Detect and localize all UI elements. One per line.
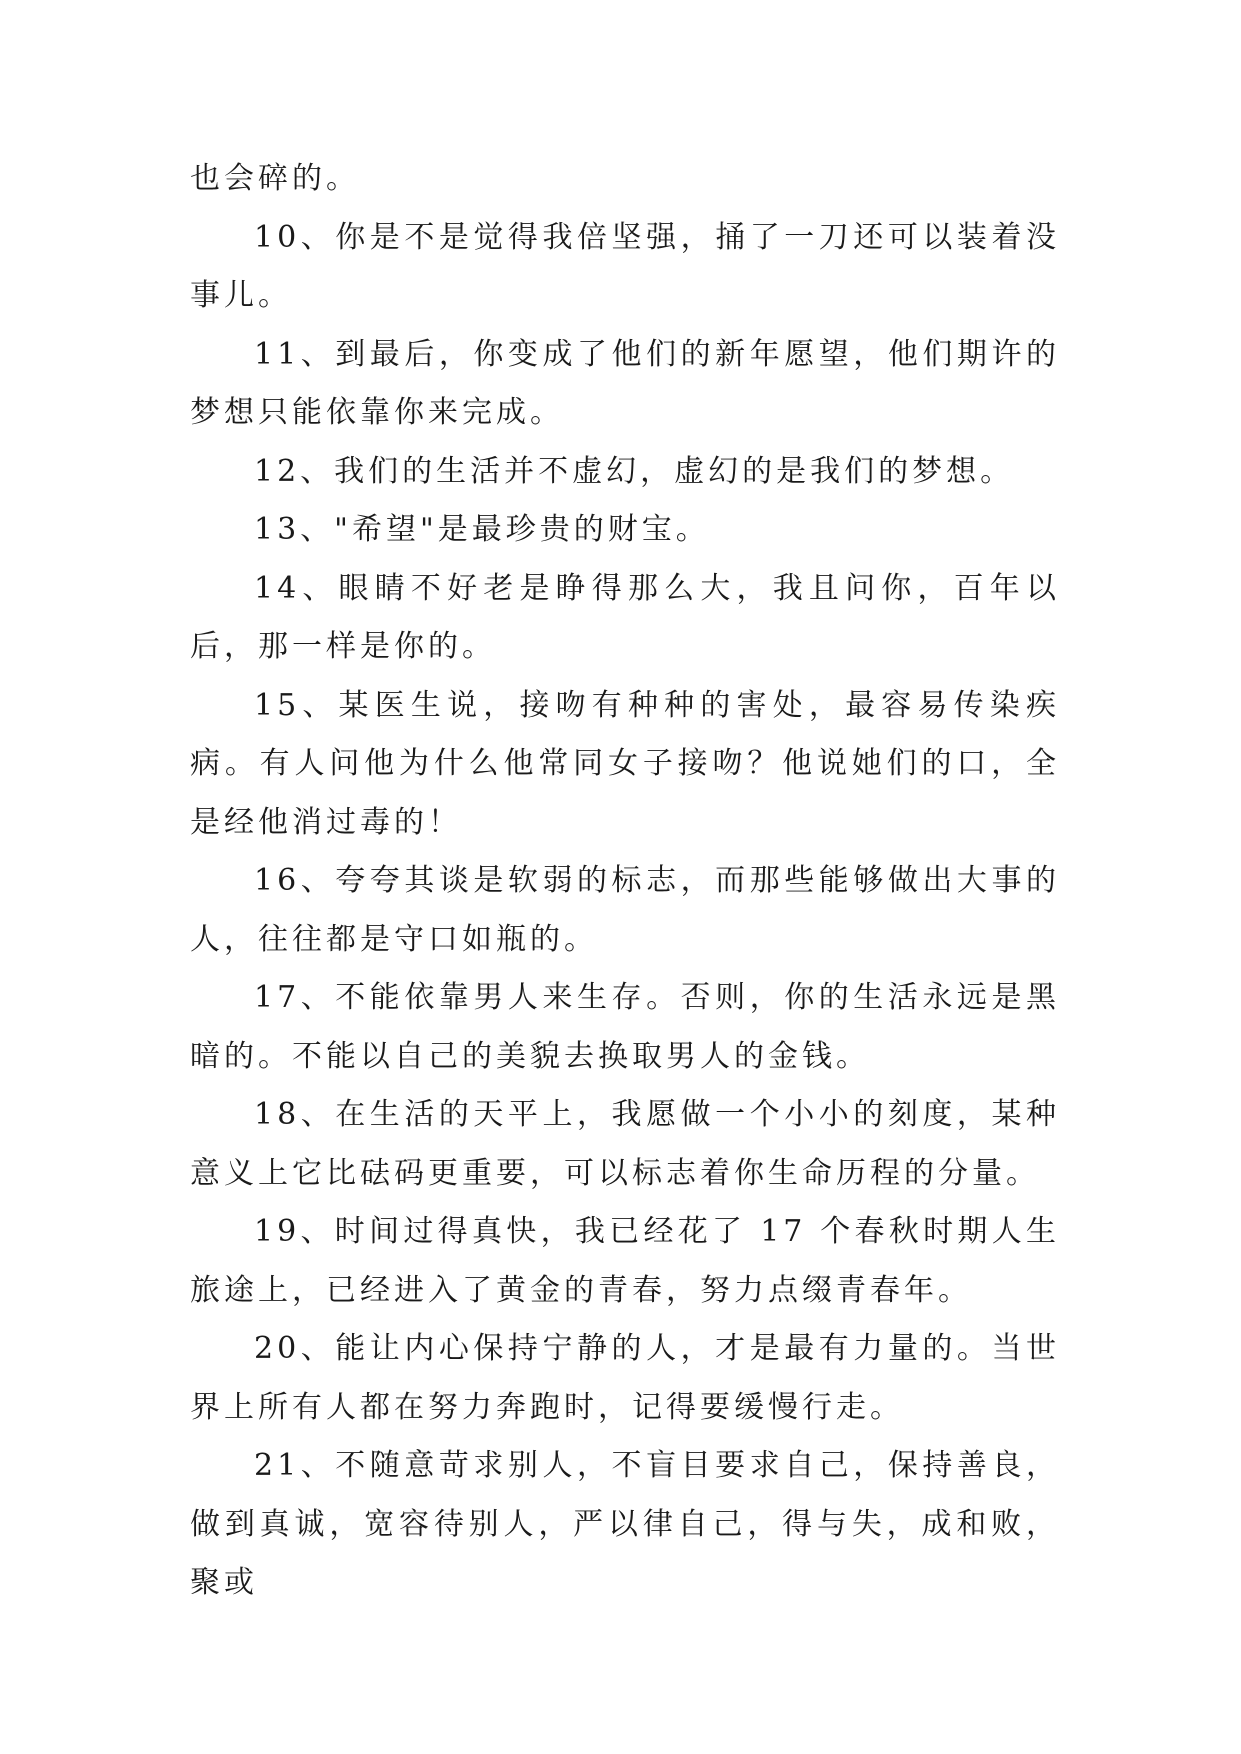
document-page: [190, 150, 1060, 1613]
paragraph-item-15: 15、某医生说，接吻有种种的害处，最容易传染疾病。有人问他为什么他常同女子接吻？他说她们的口，全是经他消过毒的！: [190, 687, 1060, 840]
paragraph-continuation: 也会碎的。: [190, 161, 360, 196]
paragraph-item-18: 18、在生活的天平上，我愿做一个小小的刻度，某种意义上它比砝码更重要，可以标志着你生命历程的分量。: [190, 1097, 1060, 1191]
paragraph-item-16: 16、夸夸其谈是软弱的标志，而那些能够做出大事的人，往往都是守口如瓶的。: [190, 863, 1060, 957]
paragraph-item-11: 11、到最后，你变成了他们的新年愿望，他们期许的梦想只能依靠你来完成。: [190, 336, 1060, 430]
paragraph-item-13: 13、"希望"是最珍贵的财宝。: [254, 512, 710, 547]
paragraph-item-14: 14、眼睛不好老是睁得那么大，我且问你，百年以后，那一样是你的。: [190, 570, 1060, 664]
paragraph-item-17: 17、不能依靠男人来生存。否则，你的生活永远是黑暗的。不能以自己的美貌去换取男人的金钱。: [190, 980, 1060, 1074]
paragraph-item-10: 10、你是不是觉得我倍坚强，捅了一刀还可以装着没事儿。: [190, 219, 1060, 313]
paragraph-item-12: 12、我们的生活并不虚幻，虚幻的是我们的梦想。: [254, 453, 1015, 489]
paragraph-item-21: 21、不随意苛求别人，不盲目要求自己，保持善良，做到真诚，宽容待别人，严以律自己，得与失，成和败，聚或: [190, 1448, 1060, 1600]
paragraph-item-20: 20、能让内心保持宁静的人，才是最有力量的。当世界上所有人都在努力奔跑时，记得要缓慢行走。: [190, 1331, 1060, 1425]
paragraph-item-19: 19、时间过得真快，我已经花了 17 个春秋时期人生旅途上，已经进入了黄金的青春，努力点缀青春年。: [190, 1214, 1060, 1308]
